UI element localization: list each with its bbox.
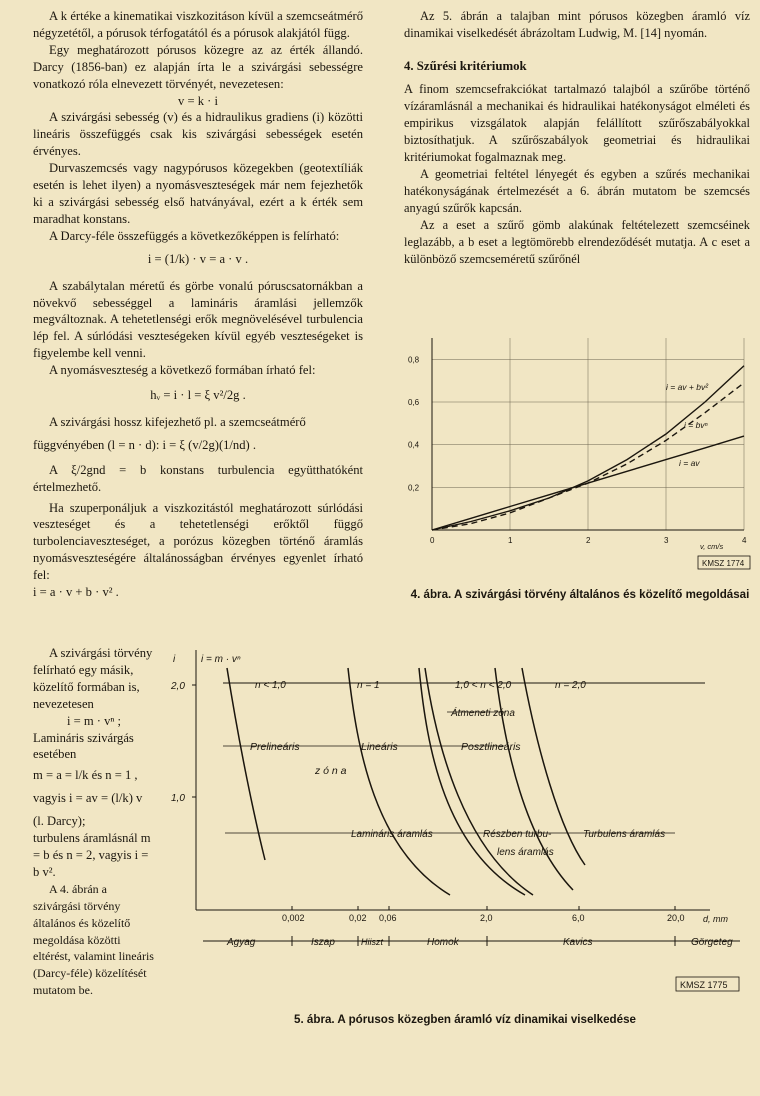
formula: v = k · i — [178, 93, 218, 108]
x-tick-label: 1 — [508, 536, 513, 545]
right-column — [404, 8, 750, 268]
x-tick-label: 2,0 — [480, 913, 493, 923]
soil-label: Kavics — [563, 937, 593, 948]
formula: m = a = l/k és n = 1 , — [33, 768, 138, 783]
zone-label: Prelineáris — [250, 741, 300, 753]
y-tick-label: 0,6 — [408, 398, 420, 407]
soil-label: Agyag — [227, 937, 256, 948]
paragraph: A nyomásveszteség a következő formában írható fel: — [49, 363, 316, 378]
region-bar — [223, 680, 705, 719]
curve-label: i = av — [679, 458, 700, 468]
paragraph: vagyis i = av = (l/k) v — [33, 791, 143, 806]
flow-label: lens áramlás — [497, 847, 554, 858]
region-label: n = 1 — [357, 680, 380, 691]
region-label: n < 1,0 — [255, 680, 286, 691]
paragraph: A finom szemcsefrakciókat tartalmazó talajból a szűrőbe történő vízáramlásnál a mechanikai és hidraulikai hatékonyságot elméleti és empirikus vizsgálatok alapján felállított szűrőszabályokkal biztosíthatjuk. A szűrőszabályok geometriai és hidraulikai kritériumokat fogalmaznak meg. — [404, 82, 750, 164]
y-tick-label: 0,2 — [408, 483, 420, 493]
formula: hᵥ = i · l = ξ v²/2g . — [150, 388, 246, 403]
boundary-curve — [227, 668, 265, 860]
region-label: 1,0 < n < 2,0 — [455, 680, 512, 691]
flow-label: Részben turbu- — [483, 829, 552, 840]
x-axis-unit: d, mm — [703, 914, 729, 924]
curve-label: i = av + bv² — [666, 382, 709, 392]
paragraph: turbulens áramlásnál m = b és n = 2, vagyis i = b v². — [33, 831, 151, 879]
y-tick-label: 1,0 — [171, 793, 185, 804]
paragraph: A szivárgási sebesség (v) és a hidraulikus gradiens (i) közötti lineáris összefüggés csak kis szivárgási sebességek esetén érvényes. — [33, 110, 363, 159]
formula: i = m · vⁿ ; — [66, 713, 122, 728]
paragraph: Az a eset a szűrő gömb alakúnak feltételezett szemcséinek leglazább, a b eset a legtömörebb elrendeződését mutatja. A c eset a különböző szemcseméretű szűrőnél — [404, 218, 750, 266]
paragraph: Az 5. ábrán a talajban mint pórusos közegben áramló víz dinamikai viselkedését ábrázoltam Ludwig, M. [14] nyomán. — [404, 9, 750, 40]
flow-label: Turbulens áramlás — [583, 829, 666, 840]
figure-4-caption: 4. ábra. A szivárgási törvény általános és közelítő megoldásai — [410, 588, 750, 601]
x-tick-label: 2 — [586, 536, 591, 545]
paragraph: A szivárgási törvény felírható egy másik, közelítő formában is, nevezetesen — [33, 646, 153, 711]
figure-5-curves — [227, 668, 585, 895]
figure-4-chart — [404, 330, 754, 580]
soil-label: Iszap — [311, 937, 335, 948]
paragraph: Egy meghatározott pórusos közegre az az érték állandó. Darcy (1856-ban) ez alapján írta le a szivárgási sebességre vonatkozó róla elnevezett törvényét, nevezetesen: — [33, 42, 363, 91]
x-tick-label: 0,06 — [379, 913, 397, 923]
figure-5-diagram — [165, 640, 755, 1000]
x-tick-label: 0,002 — [282, 913, 305, 923]
y-axis-label: i — [173, 654, 176, 665]
figure-5-caption: 5. ábra. A pórusos közegben áramló víz dinamikai viselkedése — [294, 1013, 636, 1026]
boundary-curve — [348, 668, 450, 895]
formula: függvényében (l = n · d): i = ξ (v/2g)(1/nd) . — [33, 437, 257, 452]
formula: i = (1/k) · v = a · v . — [147, 251, 249, 266]
stamp: KMSZ 1775 — [680, 980, 728, 990]
flow-label: Lamináris áramlás — [351, 829, 433, 840]
paragraph: A szivárgási hossz kifejezhető pl. a szemcseátmérő — [49, 414, 306, 429]
y-tick-label: 2,0 — [171, 681, 185, 692]
paragraph: A ξ/2gnd = b konstans turbulencia együtthatóként értelmezhető. — [33, 462, 363, 494]
paragraph: A geometriai feltétel lényegét és egyben a szűrés mechanikai hatékonyságának értelmezését a 6. ábrán mutatom be szemcsés anyagú szűrők kapcsán. — [404, 167, 750, 215]
left-column — [33, 8, 363, 601]
zone-label: Lineáris — [361, 741, 398, 753]
paragraph: (l. Darcy); — [33, 814, 86, 829]
section-heading: 4. Szűrési kritériumok — [404, 59, 527, 73]
y-tick-label: 0,4 — [408, 440, 420, 450]
paragraph: A szabálytalan méretű és görbe vonalú póruscsatornákban a növekvő sebességgel a lamináris áramlási jellemzők megváltoznak. A tehetetlenségi erők megnövelésével turbulencia lép fel. A súrlódási veszteségeken kívül egyéb veszteségeket is figyelembe kell venni. — [33, 278, 363, 361]
soil-bar — [203, 936, 740, 948]
narrow-column — [33, 645, 155, 999]
stamp: KMSZ 1774 — [702, 559, 745, 568]
soil-label: Hiiszt — [361, 937, 383, 947]
paragraph: Durvaszemcsés vagy nagypórusos közegekben (geotextíliák esetén is lehet ilyen) a nyomásveszteségek már nem fejezhetők ki a szivárgási sebesség első hatványával, ezért a k érték sem maradhat konstans. — [33, 161, 363, 226]
x-tick-label: 20,0 — [667, 913, 685, 923]
soil-label: Görgeteg — [691, 937, 733, 948]
transition-label: Átmeneti zóna — [451, 708, 515, 719]
region-label: n = 2,0 — [555, 680, 586, 691]
x-tick-label: 3 — [664, 536, 669, 545]
chart-gridlines — [432, 338, 744, 530]
x-ticks — [282, 906, 729, 924]
curve-label: i = bvⁿ — [684, 420, 708, 430]
x-tick-label: 0 — [430, 536, 435, 545]
paragraph: Ha szuperponáljuk a viszkozitástól meghatározott súrlódási veszteséget és a tehetetlenségi erőktől függő turbolenciaveszteséget, a porózus közegben történő áramlás nyomásveszteségére általánosságban érvényes egyenlet írható fel: — [33, 500, 363, 583]
paragraph: A Darcy-féle összefüggés a következőképpen is felírható: — [49, 228, 340, 243]
soil-label: Homok — [427, 937, 459, 948]
paragraph: A k értéke a kinematikai viszkozitáson kívül a szemcseátmérő négyzetétől, a pórusok térfogatától és a pórusok alakjától függ. — [33, 9, 363, 40]
x-tick-label: 4 — [742, 536, 747, 545]
paragraph: Lamináris szivárgás esetében — [33, 730, 134, 762]
boundary-curve — [419, 668, 525, 895]
zone-label: Posztlineáris — [461, 741, 521, 753]
y-tick-label: 0,8 — [408, 355, 420, 365]
paragraph: A 4. ábrán a szivárgási törvény általános és közelítő megoldása közötti eltérést, valamint lineáris (Darcy-féle) közelítését mutatom be. — [33, 881, 154, 998]
x-tick-label: 0,02 — [349, 913, 367, 923]
x-tick-label: 6,0 — [572, 913, 585, 923]
formula-label: i = m · vⁿ — [201, 654, 241, 665]
x-axis-unit: v, cm/s — [700, 542, 724, 551]
formula: i = a · v + b · v² . — [33, 585, 119, 600]
zone-label: z ó n a — [315, 765, 347, 777]
